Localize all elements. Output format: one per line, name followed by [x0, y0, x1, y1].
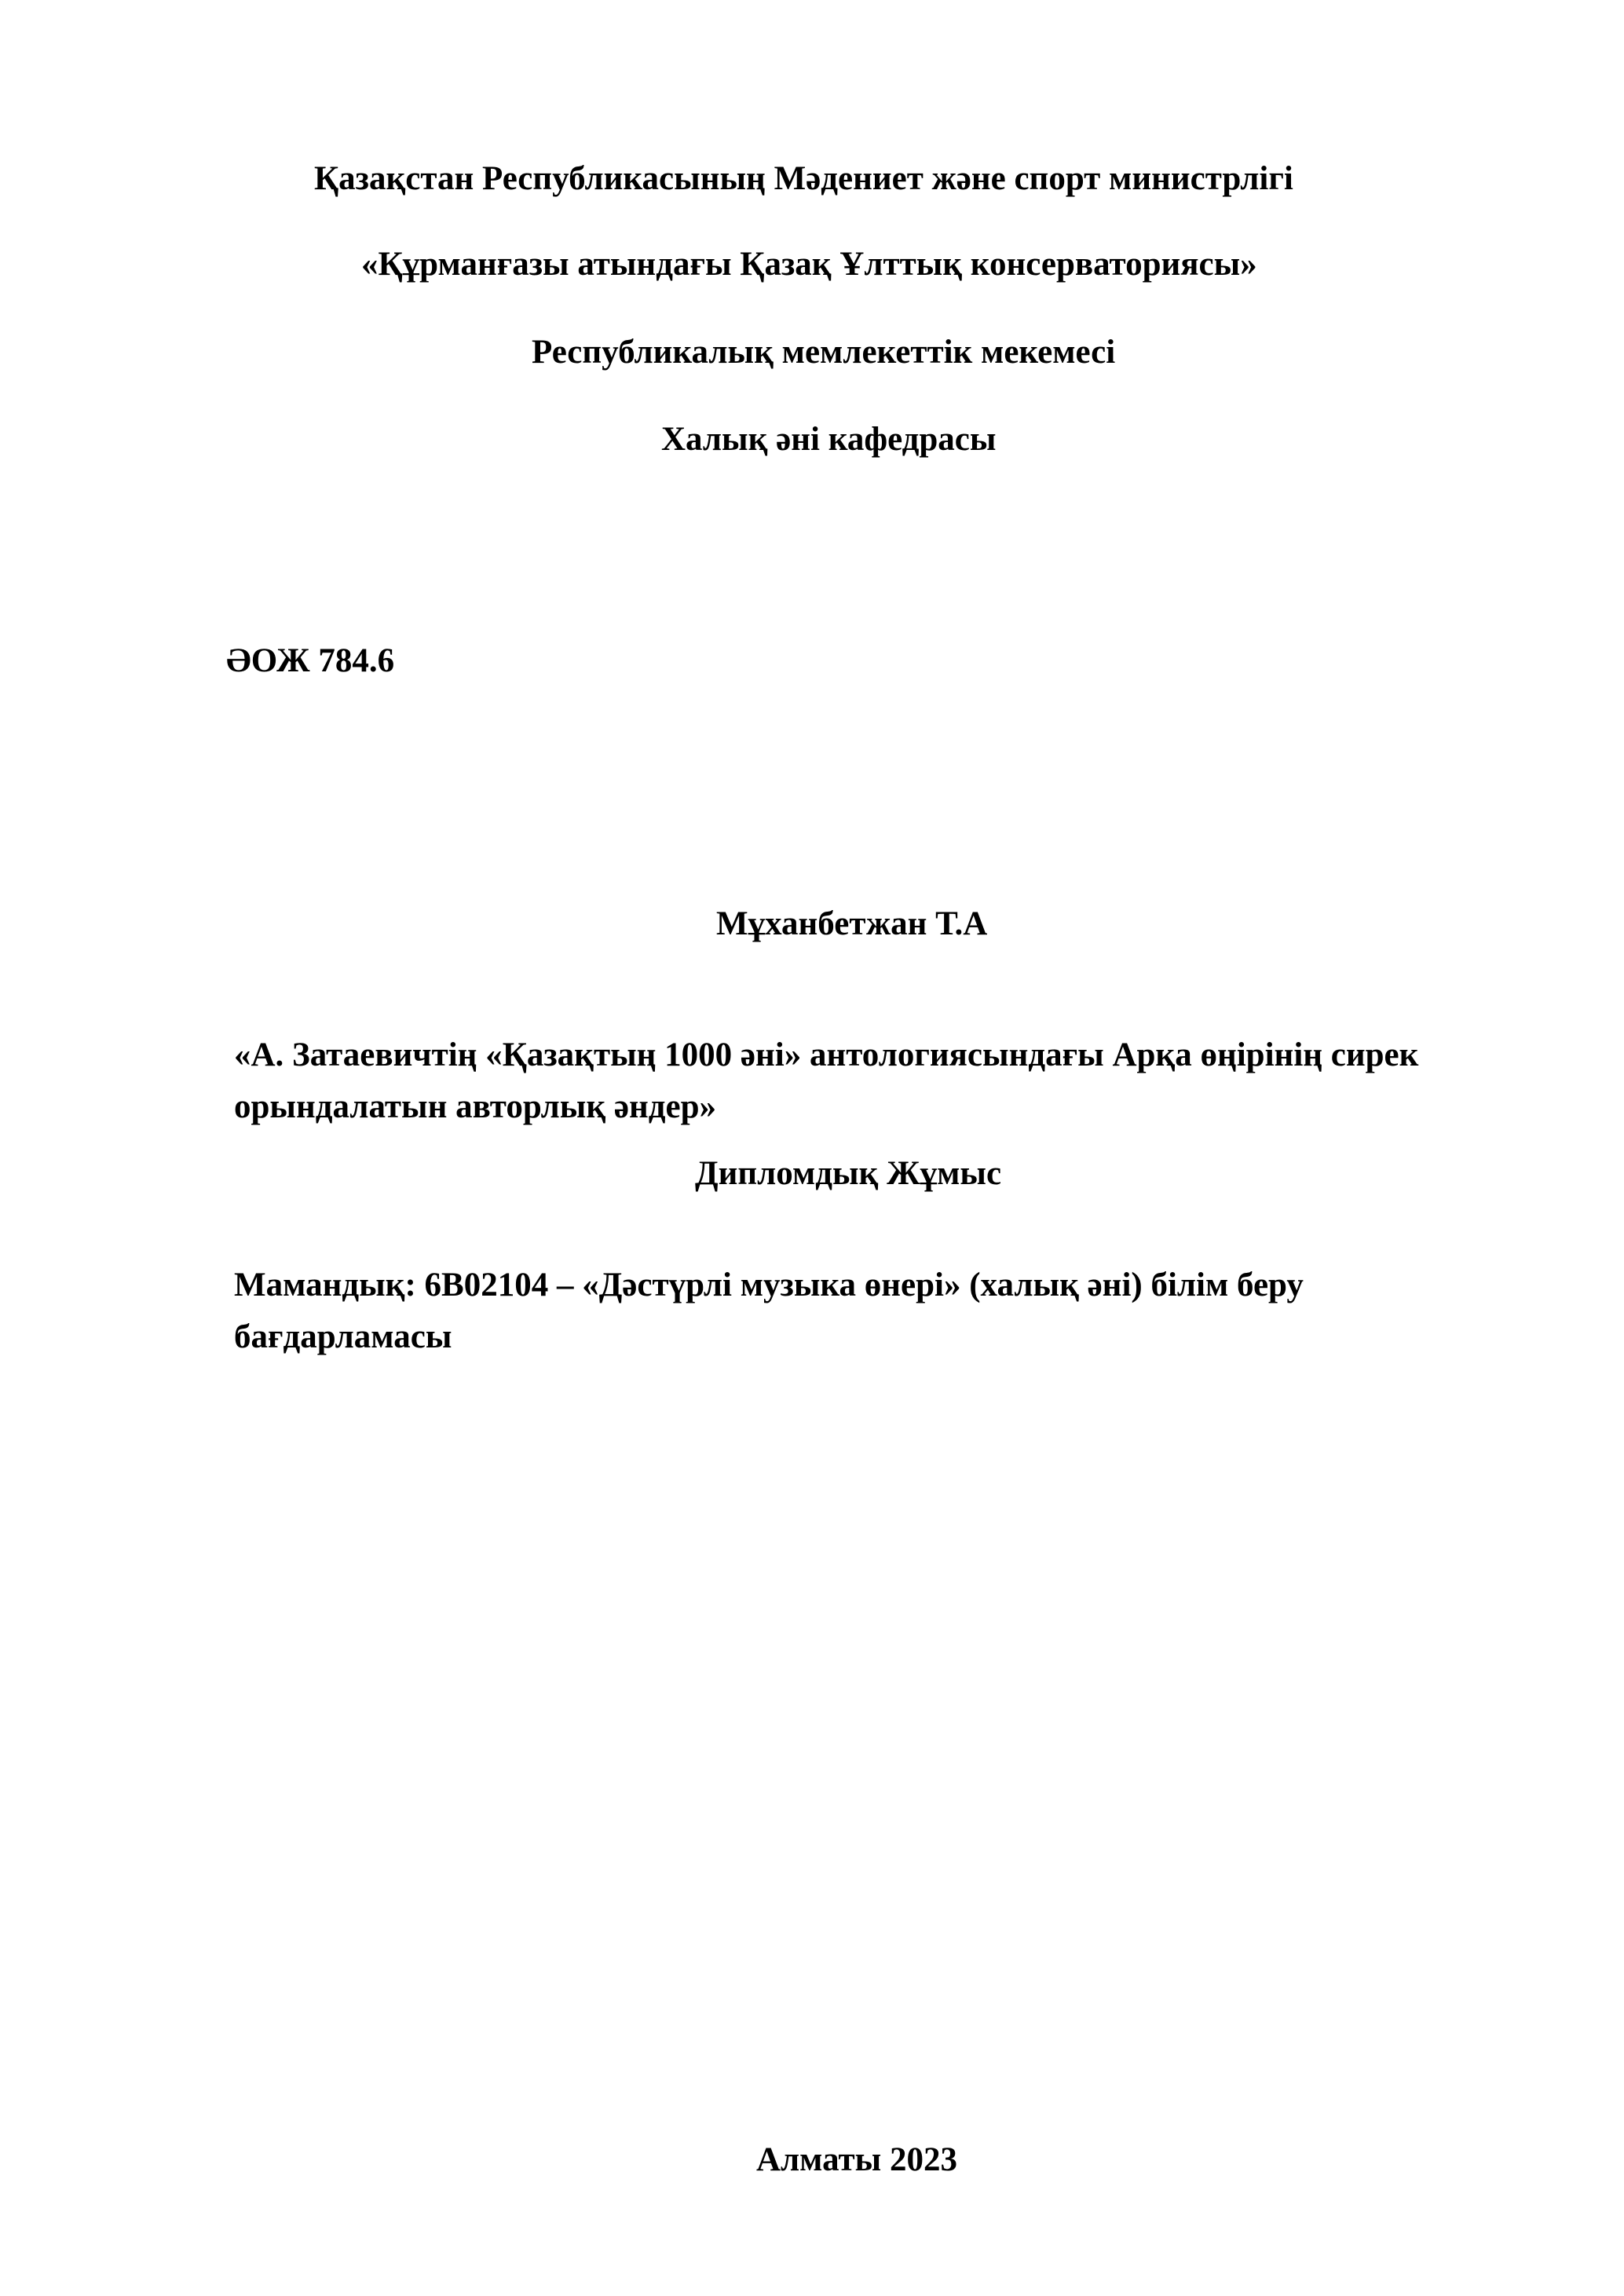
thesis-title: «А. Затаевичтің «Қазақтың 1000 әні» антологиясындағы Арқа өңірінің сирек орындалатын авторлық әндер» — [234, 1036, 1419, 1125]
work-type: Дипломдық Жұмыс — [695, 1155, 1002, 1192]
institution-type-heading: Республикалық мемлекеттік мекемесі — [532, 334, 1116, 371]
city-year: Алматы 2023 — [756, 2141, 958, 2178]
author-name: Мұханбетжан Т.А — [716, 905, 988, 942]
department-heading: Халық әні кафедрасы — [661, 421, 997, 458]
udc-code: ӘОЖ 784.6 — [226, 642, 395, 679]
ministry-heading: Қазақстан Республикасының Мәдениет және спорт министрлігі — [314, 160, 1293, 197]
conservatory-heading: «Құрманғазы атындағы Қазақ Ұлттық консерваториясы» — [361, 246, 1257, 283]
specialty-line: Мамандық: 6В02104 – «Дәстүрлі музыка өнері» (халық әні) білім беру бағдарламасы — [234, 1267, 1304, 1355]
